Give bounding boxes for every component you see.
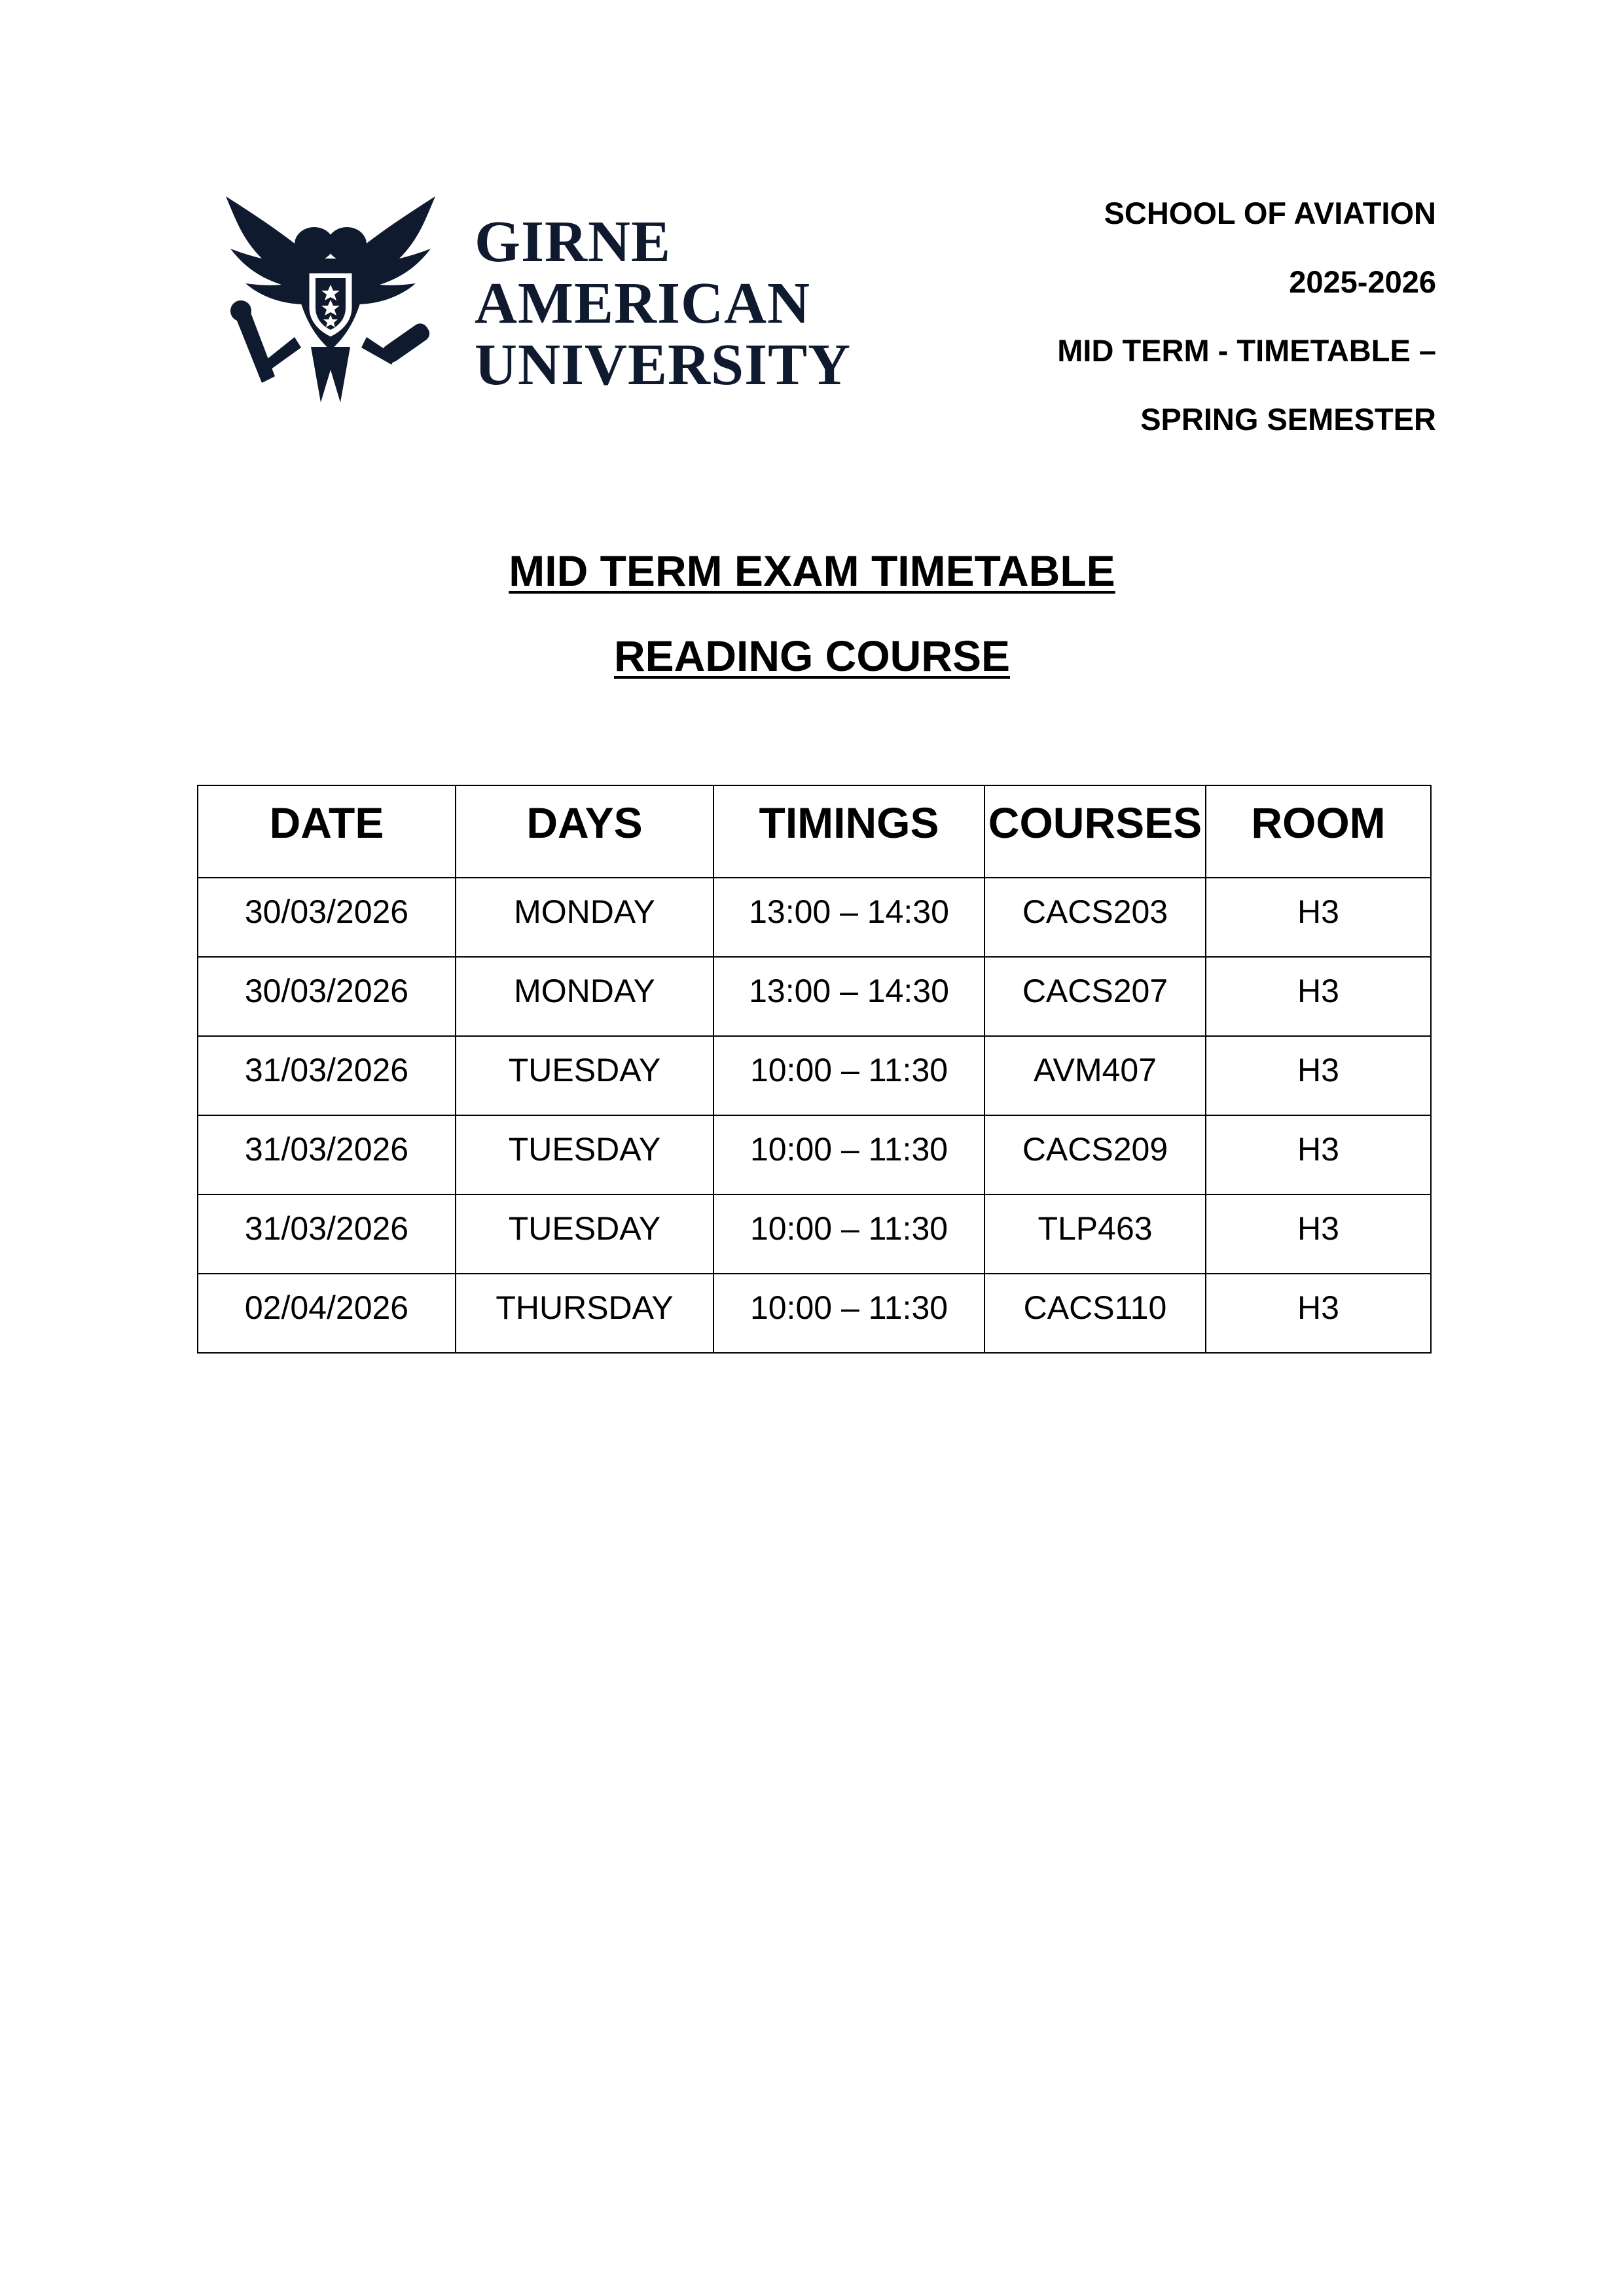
cell-date: 31/03/2026 bbox=[198, 1194, 456, 1274]
cell-day: THURSDAY bbox=[456, 1274, 713, 1353]
academic-year: 2025-2026 bbox=[1289, 264, 1436, 299]
exam-timetable bbox=[197, 785, 1432, 1354]
table-row bbox=[198, 1115, 1431, 1194]
semester: SPRING SEMESTER bbox=[1140, 402, 1436, 437]
table-header-row bbox=[198, 785, 1431, 878]
column-header-room: ROOM bbox=[1206, 785, 1431, 878]
wordmark-line: AMERICAN bbox=[475, 271, 810, 336]
cell-room: H3 bbox=[1206, 1194, 1431, 1274]
cell-timing: 13:00 – 14:30 bbox=[713, 878, 984, 957]
cell-course: CACS110 bbox=[984, 1274, 1206, 1353]
page-subtitle: READING COURSE bbox=[613, 632, 1011, 680]
cell-course: CACS209 bbox=[984, 1115, 1206, 1194]
page-title: MID TERM EXAM TIMETABLE bbox=[509, 547, 1115, 595]
table-row bbox=[198, 1036, 1431, 1115]
eagle-crest-icon bbox=[223, 193, 439, 409]
cell-course: CACS203 bbox=[984, 878, 1206, 957]
cell-timing: 10:00 – 11:30 bbox=[713, 1274, 984, 1353]
university-wordmark bbox=[475, 211, 851, 396]
table-row bbox=[198, 1194, 1431, 1274]
cell-date: 30/03/2026 bbox=[198, 878, 456, 957]
header-info bbox=[1057, 196, 1436, 471]
cell-timing: 10:00 – 11:30 bbox=[713, 1115, 984, 1194]
cell-day: TUESDAY bbox=[456, 1115, 713, 1194]
column-header-courses: COURSES bbox=[984, 785, 1206, 878]
timetable-type: MID TERM - TIMETABLE – bbox=[1057, 333, 1436, 368]
cell-timing: 13:00 – 14:30 bbox=[713, 957, 984, 1036]
cell-day: TUESDAY bbox=[456, 1194, 713, 1274]
wordmark-line: GIRNE bbox=[475, 209, 672, 274]
cell-course: CACS207 bbox=[984, 957, 1206, 1036]
cell-room: H3 bbox=[1206, 1274, 1431, 1353]
wordmark-line: UNIVERSITY bbox=[475, 332, 852, 397]
column-header-date: DATE bbox=[198, 785, 456, 878]
cell-room: H3 bbox=[1206, 878, 1431, 957]
table-row bbox=[198, 878, 1431, 957]
cell-course: TLP463 bbox=[984, 1194, 1206, 1274]
cell-date: 02/04/2026 bbox=[198, 1274, 456, 1353]
cell-date: 31/03/2026 bbox=[198, 1115, 456, 1194]
cell-room: H3 bbox=[1206, 1115, 1431, 1194]
cell-day: MONDAY bbox=[456, 878, 713, 957]
cell-date: 31/03/2026 bbox=[198, 1036, 456, 1115]
cell-day: TUESDAY bbox=[456, 1036, 713, 1115]
cell-room: H3 bbox=[1206, 957, 1431, 1036]
cell-day: MONDAY bbox=[456, 957, 713, 1036]
school-name: SCHOOL OF AVIATION bbox=[1104, 196, 1436, 230]
cell-timing: 10:00 – 11:30 bbox=[713, 1036, 984, 1115]
cell-room: H3 bbox=[1206, 1036, 1431, 1115]
table-row bbox=[198, 957, 1431, 1036]
column-header-timings: TIMINGS bbox=[713, 785, 984, 878]
table-row bbox=[198, 1274, 1431, 1353]
cell-date: 30/03/2026 bbox=[198, 957, 456, 1036]
column-header-days: DAYS bbox=[456, 785, 713, 878]
cell-course: AVM407 bbox=[984, 1036, 1206, 1115]
cell-timing: 10:00 – 11:30 bbox=[713, 1194, 984, 1274]
university-logo bbox=[223, 193, 852, 409]
